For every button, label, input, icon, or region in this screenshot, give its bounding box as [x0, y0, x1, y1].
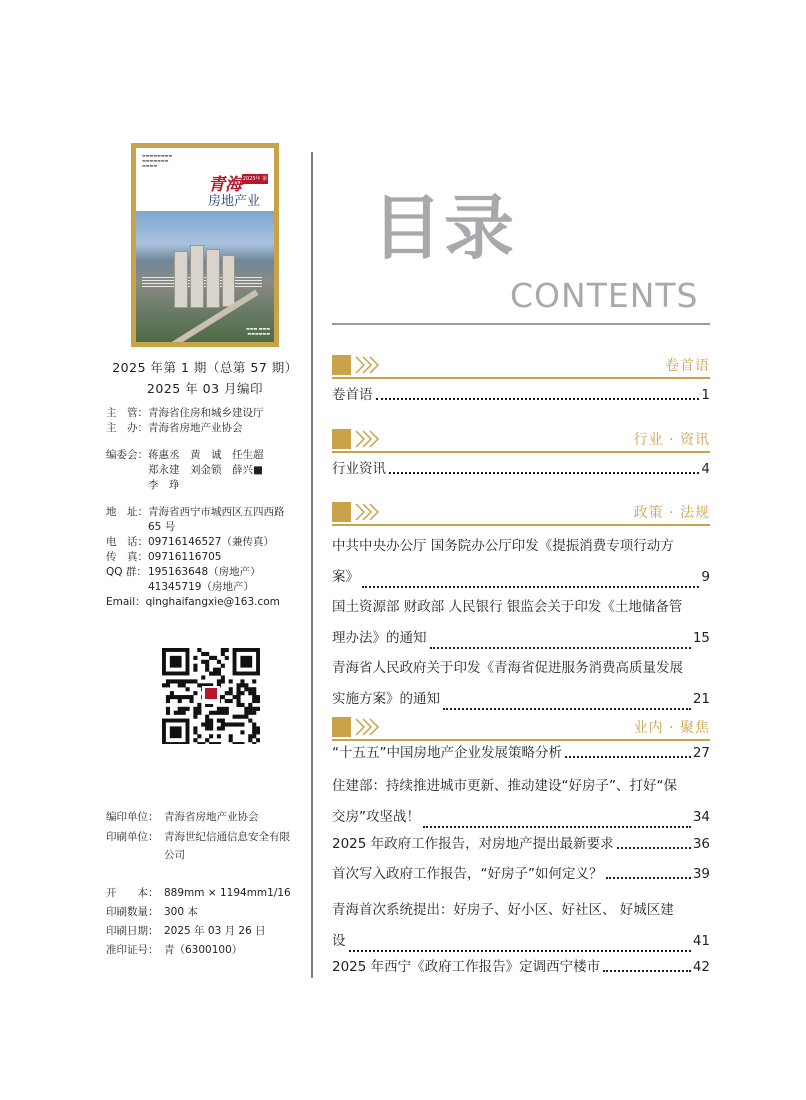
address-value: 青海省西宁市城西区五四西路 [148, 506, 285, 518]
address-label: 地 址： [106, 506, 148, 518]
toc-entry-row [332, 864, 710, 884]
dot-leader [389, 472, 699, 474]
toc-entry[interactable] [332, 834, 710, 854]
section-rule [332, 524, 710, 526]
toc-entry-row [332, 459, 710, 479]
fax-line [106, 550, 222, 564]
host-value: 青海省房地产业协会 [148, 422, 243, 434]
section-square-icon [332, 502, 351, 522]
committee-label: 编委会： [106, 449, 148, 461]
toc-entry-row [332, 926, 710, 957]
toc-entry-text: 中共中央办公厅 国务院办公厅印发《提振消费专项行动方 [332, 538, 674, 554]
toc-entry-title: 理办法》的通知 [332, 630, 427, 646]
printer-value: 青海世纪信通信息安全有限 [164, 831, 290, 843]
format-line [106, 886, 291, 900]
dot-leader [603, 970, 691, 972]
toc-entry-title: 案》 [332, 569, 359, 585]
supervisor-label: 主 管： [106, 407, 148, 419]
toc-page-number: 21 [692, 691, 710, 707]
building [190, 245, 204, 308]
toc-entry-text: 国土资源部 财政部 人民银行 银监会关于印发《土地储备管 [332, 599, 683, 615]
host-line [106, 421, 243, 435]
chevron-arrows-icon [354, 354, 382, 376]
toc-entry[interactable] [332, 531, 710, 593]
format-label: 开 本： [106, 887, 159, 899]
toc-entry[interactable] [332, 592, 710, 654]
column-divider [311, 152, 313, 978]
toc-entry-title: 实施方案》的通知 [332, 691, 440, 707]
section-header [332, 714, 710, 744]
toc-page-number: 42 [692, 959, 710, 975]
toc-page-number: 1 [701, 387, 710, 403]
page-title-en: CONTENTS [510, 276, 699, 315]
building [174, 251, 188, 308]
toc-entry-row [332, 743, 710, 763]
fax-label: 传 真： [106, 551, 148, 563]
toc-entry[interactable] [332, 743, 710, 763]
toc-page-number: 39 [692, 866, 710, 882]
count-value: 300 本 [164, 906, 198, 918]
toc-entry-title: 行业资讯 [332, 461, 386, 477]
phone-line [106, 535, 274, 549]
chevron-arrows-icon [354, 501, 382, 523]
qq-line [106, 565, 261, 579]
toc-entry[interactable] [332, 957, 710, 977]
committee-names-3: 李 琤 [148, 479, 180, 491]
toc-entry-title: 卷首语 [332, 387, 373, 403]
dot-leader [423, 826, 691, 828]
email-line: Email：qinghaifangxie@163.com [106, 596, 280, 608]
header-rule [332, 323, 710, 325]
editor-line [106, 810, 259, 824]
section-rule [332, 739, 710, 741]
section-title: 卷首语 [665, 358, 710, 374]
chevron-arrows-icon [354, 428, 382, 450]
cover-art [136, 148, 274, 342]
format-value: 889mm × 1194mm1/16 [164, 887, 291, 899]
cover-issue-badge: 2025年 第1期 [242, 176, 268, 192]
date-value: 2025 年 03 月 26 日 [164, 925, 266, 937]
toc-entry[interactable] [332, 895, 710, 957]
editor-label: 编印单位： [106, 811, 159, 823]
building [206, 249, 220, 308]
dot-leader [349, 950, 691, 952]
permit-label: 准印证号： [106, 944, 159, 956]
toc-entry-row [332, 834, 710, 854]
dot-leader [376, 398, 700, 400]
toc-entry[interactable] [332, 653, 710, 715]
section-rule [332, 451, 710, 453]
section-header [332, 499, 710, 529]
printer-line [106, 830, 290, 844]
issue-number: 2025 年第 1 期（总第 57 期） [112, 360, 298, 375]
committee-names-1: 蒋惠丞 黄 诚 任生超 [148, 449, 264, 461]
section-header [332, 352, 710, 382]
toc-entry-row [332, 957, 710, 977]
toc-entry-row [332, 684, 710, 715]
building [222, 255, 235, 307]
count-line [106, 905, 198, 919]
dot-leader [443, 708, 691, 710]
section-header [332, 426, 710, 456]
toc-entry-row [332, 623, 710, 654]
section-title: 政策 · 法规 [633, 505, 710, 521]
toc-entry[interactable] [332, 385, 710, 405]
host-label: 主 办： [106, 422, 148, 434]
count-label: 印刷数量： [106, 906, 159, 918]
cover-footer: ▬▬▬ ▬▬▬ ▬▬▬▬▬▬ [246, 326, 270, 336]
toc-entry-text: 住建部：持续推进城市更新、推动建设“好房子”、打好“保 [332, 778, 677, 794]
toc-entry-row [332, 562, 710, 593]
toc-entry-title: 设 [332, 933, 346, 949]
section-title: 业内 · 聚焦 [633, 720, 710, 736]
phone-value: 09716146527（兼传真） [148, 536, 274, 548]
toc-entry-text: 青海省人民政府关于印发《青海省促进服务消费高质量发展 [332, 660, 683, 676]
dot-leader [565, 756, 691, 758]
committee-names-2: 郑永建 刘金锁 薛兴■ [148, 464, 263, 476]
toc-entry-title: 2025 年政府工作报告，对房地产提出最新要求 [332, 836, 614, 852]
toc-entry[interactable] [332, 864, 710, 884]
phone-label: 电 话： [106, 536, 148, 548]
section-title: 行业 · 资讯 [633, 432, 710, 448]
date-line [106, 924, 266, 938]
permit-line [106, 943, 242, 957]
printer-label: 印刷单位： [106, 831, 159, 843]
permit-value: 青（6300100） [164, 944, 243, 956]
qq-value-1: 195163648（房地产） [148, 566, 261, 578]
toc-entry-title: 交房”攻坚战！ [332, 809, 420, 825]
dot-leader [362, 586, 699, 588]
toc-entry[interactable] [332, 459, 710, 479]
toc-entry-text: 青海首次系统提出：好房子、好小区、好社区、 好城区建 [332, 902, 674, 918]
editor-value: 青海省房地产业协会 [164, 811, 259, 823]
section-square-icon [332, 717, 351, 737]
section-square-icon [332, 355, 351, 375]
committee-line [106, 448, 264, 462]
supervisor-value: 青海省住房和城乡建设厅 [148, 407, 264, 419]
qr-code-icon [162, 648, 260, 744]
toc-page-number: 4 [701, 461, 710, 477]
toc-entry[interactable] [332, 771, 710, 833]
fax-value: 09716116705 [148, 551, 222, 563]
printer-value-2: 公司 [164, 849, 185, 861]
supervisor-line [106, 406, 264, 420]
toc-entry-row [332, 802, 710, 833]
toc-page-number: 34 [692, 809, 710, 825]
dot-leader [430, 647, 691, 649]
qq-label: QQ 群： [106, 566, 147, 578]
qq-value-2: 41345719（房地产） [148, 581, 254, 593]
toc-page-number: 9 [701, 569, 710, 585]
issue-date: 2025 年 03 月编印 [146, 381, 264, 396]
cover-logo: 青海 [208, 175, 242, 195]
toc-entry-row [332, 385, 710, 405]
section-rule [332, 377, 710, 379]
toc-entry-title: 2025 年西宁《政府工作报告》定调西宁楼市 [332, 959, 601, 975]
toc-entry-title: “十五五”中国房地产企业发展策略分析 [332, 745, 562, 761]
address-value-2: 65 号 [148, 521, 176, 533]
page-title: 目录 [372, 187, 516, 269]
toc-page-number: 27 [692, 745, 710, 761]
cover-subtitle: 房地产业 [208, 194, 261, 209]
magazine-cover [131, 143, 279, 347]
address-line [106, 505, 285, 519]
toc-page-number: 41 [692, 933, 710, 949]
dot-leader [606, 877, 691, 879]
date-label: 印刷日期： [106, 925, 159, 937]
chevron-arrows-icon [354, 716, 382, 738]
section-square-icon [332, 429, 351, 449]
toc-page-number: 36 [692, 836, 710, 852]
dot-leader [617, 847, 691, 849]
cover-photo [136, 211, 274, 342]
toc-entry-title: 首次写入政府工作报告，“好房子”如何定义？ [332, 866, 603, 882]
cover-masthead-lines: ▬▬▬▬▬▬▬▬ ▬▬▬▬▬▬▬ ▬▬▬▬ [142, 153, 173, 168]
toc-page-number: 15 [692, 630, 710, 646]
